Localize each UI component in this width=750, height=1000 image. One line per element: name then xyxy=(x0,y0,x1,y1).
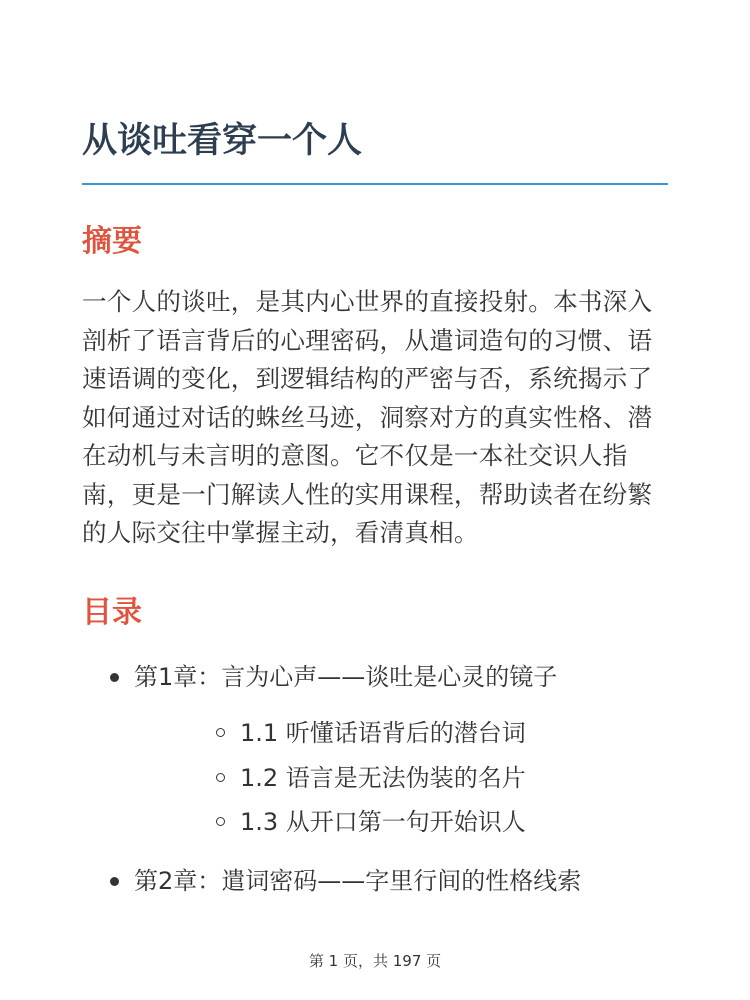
footer-suffix: 页 xyxy=(426,952,442,970)
toc-section xyxy=(134,756,682,801)
bullet-icon xyxy=(110,877,119,886)
circle-bullet-icon xyxy=(216,773,225,782)
total-pages: 197 xyxy=(392,952,422,970)
toc-heading: 目录 xyxy=(82,595,142,630)
toc-chapter-2 xyxy=(82,859,682,903)
chapter-label: 第2章：遣词密码——字里行间的性格线索 xyxy=(134,866,582,895)
footer-prefix: 第 xyxy=(308,952,324,970)
circle-bullet-icon xyxy=(216,728,225,737)
title-divider xyxy=(82,183,668,185)
toc-chapter-1 xyxy=(82,655,682,845)
page-footer xyxy=(0,950,750,972)
bullet-icon xyxy=(110,673,119,682)
section-label: 1.2 语言是无法伪装的名片 xyxy=(240,763,526,792)
section-label: 1.1 听懂话语背后的潜台词 xyxy=(240,719,526,747)
document-title: 从谈吐看穿一个人 xyxy=(82,121,363,161)
circle-bullet-icon xyxy=(216,817,225,826)
current-page-number: 1 xyxy=(328,952,339,970)
abstract-heading: 摘要 xyxy=(82,224,142,259)
section-label: 1.3 从开口第一句开始识人 xyxy=(240,808,526,836)
chapter-label: 第1章：言为心声——谈吐是心灵的镜子 xyxy=(134,663,558,691)
chapter-1-sections xyxy=(134,711,682,845)
toc-section xyxy=(134,711,682,756)
toc-section xyxy=(134,800,682,845)
table-of-contents xyxy=(82,655,682,903)
abstract-text: 一个人的谈吐，是其内心世界的直接投射。本书深入剖析了语言背后的心理密码，从遣词造句的习惯、语速语调的变化，到逻辑结构的严密与否，系统揭示了如何通过对话的蛛丝马迹，洞察对方的真实性格、潜在动机与未言明的意图。它不仅是一本社交识人指南，更是一门解读人性的实用课程，帮助读者在纷繁的人际交往中掌握主动，看清真相。 xyxy=(82,287,653,547)
footer-middle: 页，共 xyxy=(342,952,388,970)
